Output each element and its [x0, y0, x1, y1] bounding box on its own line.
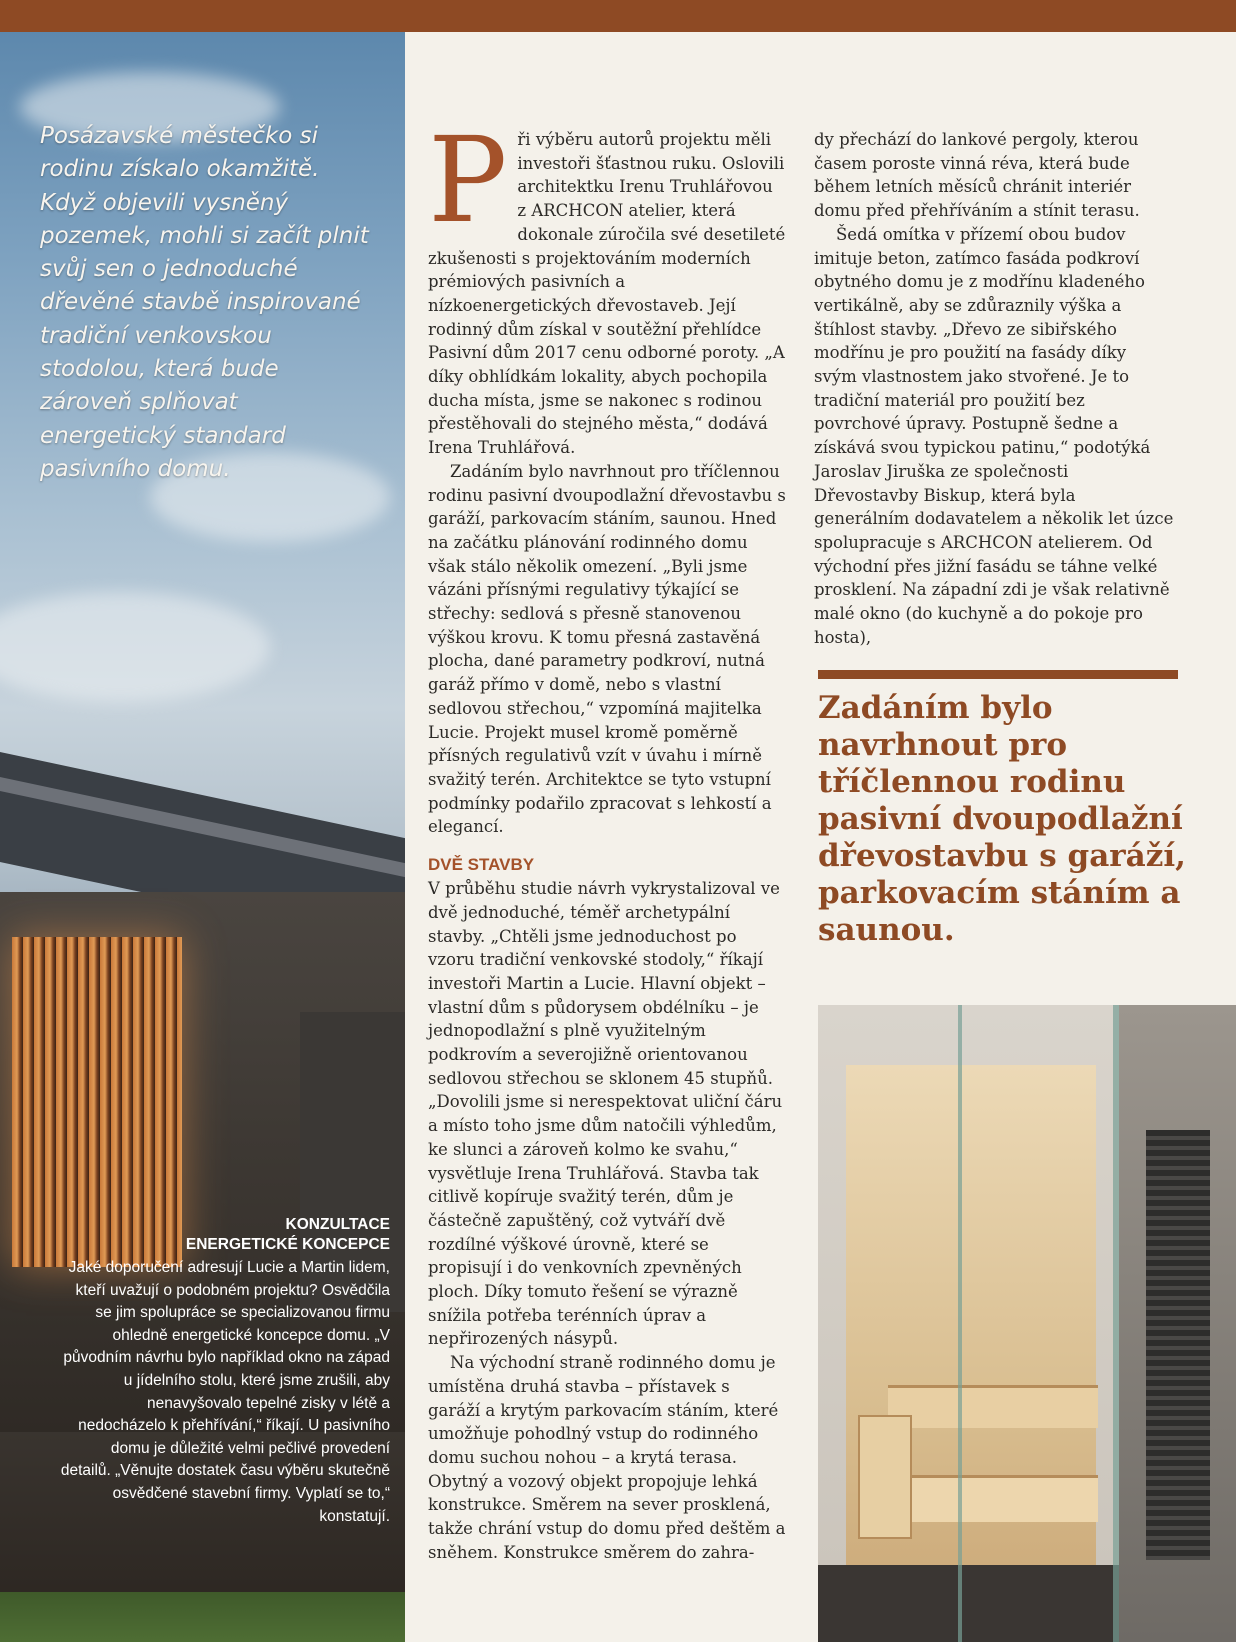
lede-paragraph: Posázavské městečko si rodinu získalo okamžitě. Když objevili vysněný pozemek, mohli si začít plnit svůj sen o jednoduché dřevěné stavbě inspirované tradiční venkovskou stodolou, která bude zároveň splňovat energetický standard pasivního domu. — [40, 123, 369, 482]
article-column-2 — [814, 128, 1174, 649]
body-paragraph: Zadáním bylo navrhnout pro tříčlennou rodinu pasivní dvoupodlažní dřevostavbu s garáží, parkovacím stáním, saunou. Hned na začátku plánování rodinného domu však stálo několik omezení. „Byli jsme vázáni přísnými regulativy týkající se střechy: sedlová s přesně stanovenou výškou krovu. K tomu přesná zastavěná plocha, dané parametry podkroví, nutná garáž přímo v domě, nebo s vlastní sedlovou střechou,“ vzpomíná majitelka Lucie. Projekt musel kromě poměrně přísných regulativů vzít v úvahu i mírně svažitý terén. Architektce se tyto vstupní podmínky podařilo zpracovat s lehkostí a elegancí. — [428, 461, 786, 837]
cloud-shape — [0, 592, 270, 702]
body-paragraph: dy přechází do lankové pergoly, kterou časem poroste vinná réva, která bude během letních měsíců chránit interiér domu před přehříváním a stínit terasu. — [814, 130, 1140, 221]
pull-quote-rule — [818, 670, 1178, 679]
lawn-shape — [0, 1592, 405, 1642]
sauna-photo — [818, 1005, 1236, 1642]
article-column-1 — [428, 111, 786, 1564]
drop-cap: P — [428, 111, 508, 249]
sidebar-heading-line2: ENERGETICKÉ KONCEPCE — [185, 1236, 390, 1253]
pull-quote: Zadáním bylo navrhnout pro tříčlennou rodinu pasivní dvoupodlažní dřevostavbu s garáží, parkovacím stáním a saunou. — [818, 690, 1186, 948]
body-paragraph: Šedá omítka v přízemí obou budov imituje beton, zatímco fasáda podkroví obytného domu je z modřínu kladeného vertikálně, aby se zdůraznily výška a štíhlost stavby. „Dřevo ze sibiřského modřínu je pro použití na fasády díky svým vlastnostem jako stvořené. Je to tradiční materiál pro použití bez povrchové úpravy. Postupně šedne a získává svou typickou patinu,“ podotýká Jaroslav Jiruška ze společnosti Dřevostavby Biskup, která byla generálním dodavatelem a několik let úzce spolupracuje s ARCHCON atelierem. Od východní přes jižní fasádu se táhne velké prosklení. Na západní zdi je však relativně malé okno (do kuchyně a do pokoje pro hosta), — [814, 224, 1174, 647]
glass-wall-edge — [1113, 1005, 1119, 1642]
sidebar-text: Jaké doporučení adresují Lucie a Martin lidem, kteří uvažují o podobném projektu? Osvědčila se jim spolupráce se specializovanou firmu ohledně energetické koncepce domu. „V původním návrhu bylo například okno na západ u jídelního stolu, které jsme zrušili, aby nenavyšovalo tepelné zisky v létě a nedocházelo k přehřívání,“ říkají. U pasivního domu je důležité velmi pečlivé provedení detailů. „Věnujte dostatek času výběru skutečně osvědčené stavební firmy. Vyplatí se to,“ konstatují. — [60, 1259, 390, 1525]
body-paragraph: Na východní straně rodinného domu je umístěna druhá stavba – přístavek s garáží a krytým parkovacím stáním, které umožňuje pohodlný vstup do rodinného domu suchou nohou – a krytá terasa. Obytný a vozový objekt propojuje lehká konstrukce. Směrem na sever prosklená, takže chrání vstup do domu před deštěm a sněhem. Konstrukce směrem do zahra- — [428, 1353, 786, 1562]
sauna-cabin-shape — [846, 1065, 1096, 1642]
sauna-stove-shape — [858, 1415, 912, 1539]
sidebar-heading-line1: KONZULTACE — [285, 1216, 390, 1233]
section-subheading: DVĚ STAVBY — [428, 855, 535, 875]
glass-door-edge — [958, 1005, 962, 1642]
body-paragraph: V průběhu studie návrh vykrystalizoval ve dvě jednoduché, téměř archetypální stavby. „Chtěli jsme jednoduchost po vzoru tradiční venkovské stodoly,“ říkají investoři Martin a Lucie. Hlavní objekt – vlastní dům s půdorysem obdélníku – je jednopodlažní s plně využitelným podkrovím a severojižně orientovanou sedlovou střechou se sklonem 45 stupňů. „Dovolili jsme si nerespektovat uliční čáru a místo toho jsme dům natočili výhledům, ke slunci a zároveň kolmo ke svahu,“ vysvětluje Irena Truhlářová. Stavba tak citlivě kopíruje svažitý terén, dům je částečně zapuštěný, což vytváří dvě rozdílné výškové úrovně, které se propisují i do venkovních zpevněných ploch. Díky tomuto řešení se výrazně snížila potřeba terénních úprav a nepřirozených násypů. — [428, 879, 783, 1349]
tile-floor-shape — [818, 1565, 1119, 1642]
sauna-bench-shape — [888, 1385, 1098, 1428]
consultation-sidebar — [58, 1215, 390, 1528]
towel-radiator-shape — [1146, 1130, 1210, 1560]
top-color-band — [0, 0, 1236, 32]
body-paragraph: ři výběru autorů projektu měli investoři šťastnou ruku. Oslovili architektku Irenu Truhlářovou z ARCHCON atelier, která dokonale zúročila své desetileté zkušenosti s projektováním moderních prémiových pasivních a nízkoenergetických dřevostaveb. Její rodinný dům získal v soutěžní přehlídce Pasivní dům 2017 cenu odborné poroty. „A díky obhlídkám lokality, abych pochopila ducha místa, jsme se nakonec s rodinou přestěhovali do stejného města,“ dodává Irena Truhlářová. — [428, 130, 786, 458]
